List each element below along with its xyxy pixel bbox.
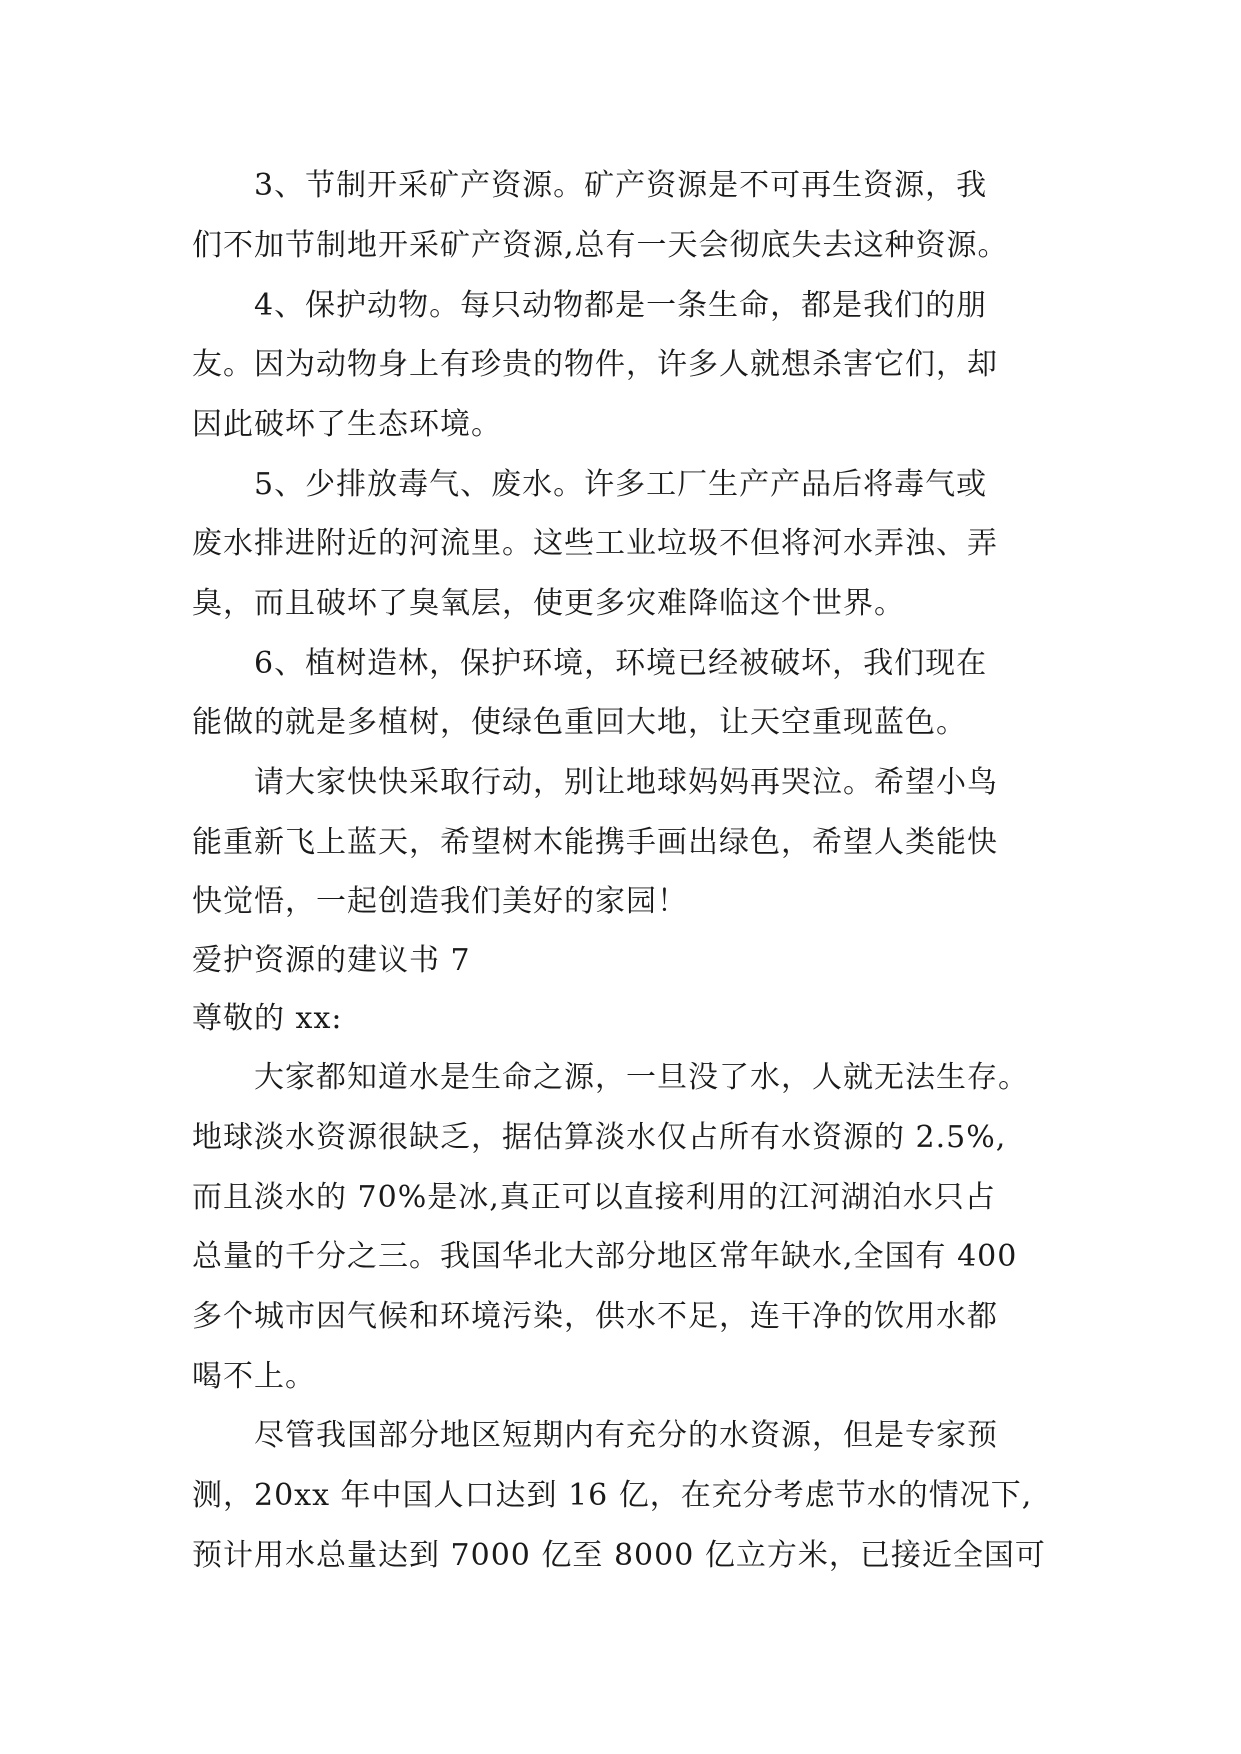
- paragraph-line: 喝不上。: [192, 1359, 316, 1394]
- paragraph-line: 大家都知道水是生命之源，一旦没了水，人就无法生存。: [254, 1060, 1029, 1095]
- paragraph-line: 4、保护动物。每只动物都是一条生命，都是我们的朋: [254, 288, 988, 323]
- paragraph-line: 废水排进附近的河流里。这些工业垃圾不但将河水弄浊、弄: [192, 526, 998, 561]
- paragraph-line: 快觉悟，一起创造我们美好的家园！: [192, 884, 688, 919]
- paragraph-line: 多个城市因气候和环境污染，供水不足，连干净的饮用水都: [192, 1299, 998, 1334]
- paragraph-line: 地球淡水资源很缺乏，据估算淡水仅占所有水资源的 2.5%,: [192, 1120, 1007, 1155]
- paragraph-line: 请大家快快采取行动，别让地球妈妈再哭泣。希望小鸟: [254, 765, 998, 800]
- paragraph-line: 3、节制开采矿产资源。矿产资源是不可再生资源，我: [254, 168, 988, 203]
- paragraph-line: 而且淡水的 70%是冰,真正可以直接利用的江河湖泊水只占: [192, 1180, 996, 1215]
- paragraph-line: 6、植树造林，保护环境，环境已经被破坏，我们现在: [254, 646, 988, 681]
- salutation: 尊敬的 xx:: [192, 1001, 343, 1036]
- paragraph-line: 们不加节制地开采矿产资源,总有一天会彻底失去这种资源。: [192, 228, 1009, 263]
- paragraph-line: 能重新飞上蓝天，希望树木能携手画出绿色，希望人类能快: [192, 825, 998, 860]
- paragraph-line: 友。因为动物身上有珍贵的物件，许多人就想杀害它们，却: [192, 347, 998, 382]
- paragraph-line: 总量的千分之三。我国华北大部分地区常年缺水,全国有 400: [192, 1239, 1018, 1274]
- paragraph-line: 臭，而且破坏了臭氧层，使更多灾难降临这个世界。: [192, 586, 905, 621]
- paragraph-line: 因此破坏了生态环境。: [192, 407, 502, 442]
- paragraph-line: 能做的就是多植树，使绿色重回大地，让天空重现蓝色。: [192, 705, 967, 740]
- paragraph-line: 预计用水总量达到 7000 亿至 8000 亿立方米，已接近全国可: [192, 1538, 1046, 1573]
- paragraph-line: 测，20xx 年中国人口达到 16 亿，在充分考虑节水的情况下,: [192, 1478, 1033, 1513]
- section-heading: 爱护资源的建议书 7: [192, 943, 471, 978]
- paragraph-line: 5、少排放毒气、废水。许多工厂生产产品后将毒气或: [254, 467, 988, 502]
- paragraph-line: 尽管我国部分地区短期内有充分的水资源，但是专家预: [254, 1418, 998, 1453]
